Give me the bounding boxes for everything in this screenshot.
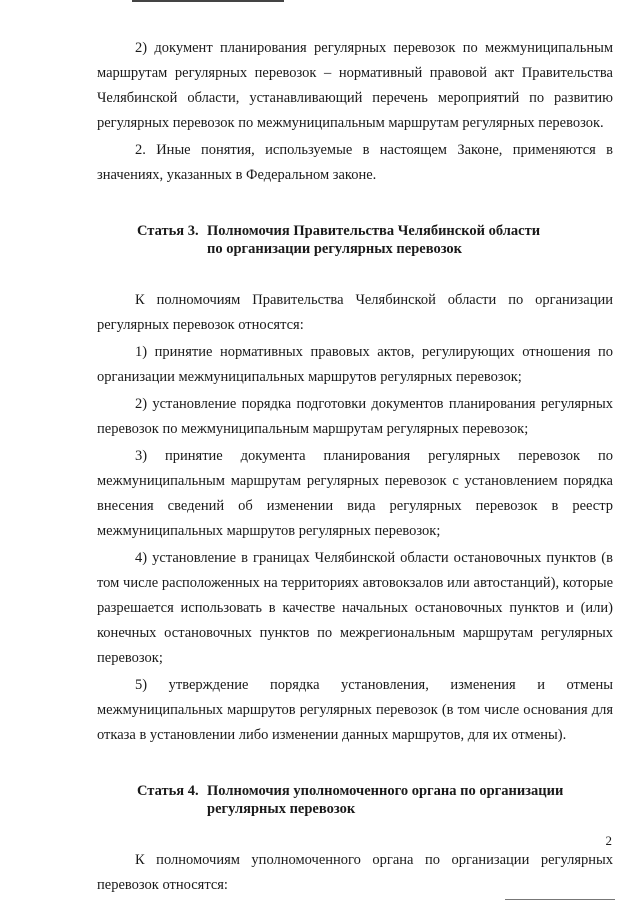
document-body (97, 36, 613, 900)
article-4-intro: К полномочиям уполномоченного органа по организации регулярных перевозок относятся: (97, 852, 613, 893)
paragraph-other-terms: 2. Иные понятия, используемые в настоящем Законе, применяются в значениях, указанных в Федеральном законе. (97, 142, 613, 183)
article-3-intro: К полномочиям Правительства Челябинской области по организации регулярных перевозок относятся: (97, 292, 613, 333)
article-3-item-2: 2) установление порядка подготовки документов планирования регулярных перевозок по межмуниципальным маршрутам регулярных перевозок; (97, 396, 613, 437)
article-4-title (207, 782, 613, 818)
article-3-item-5: 5) утверждение порядка установления, изменения и отмены межмуниципальных маршрутов регулярных перевозок (в том числе основания для отказа в установлении либо изменении данных маршрутов, для их отмены). (97, 677, 613, 743)
top-rule (132, 0, 284, 2)
paragraph-definition-2: 2) документ планирования регулярных перевозок по межмуниципальным маршрутам регулярных перевозок – нормативный правовой акт Правительства Челябинской области, устанавливающий перечень мероприятий по развитию регулярных перевозок по межмуниципальным маршрутам регулярных перевозок. (97, 40, 613, 131)
article-3-item-4: 4) установление в границах Челябинской области остановочных пунктов (в том числе расположенных на территориях автовокзалов или автостанций), которые разрешается использовать в качестве начальных остановочных пунктов и (или) конечных остановочных пунктов по межрегиональным маршрутам регулярных перевозок; (97, 550, 613, 666)
article-4-number: Статья 4. (137, 783, 199, 799)
article-3-item-1: 1) принятие нормативных правовых актов, регулирующих отношения по организации межмуниципальных маршрутов регулярных перевозок; (97, 344, 613, 385)
article-3-item-3: 3) принятие документа планирования регулярных перевозок по межмуниципальным маршрутам регулярных перевозок с установлением порядка внесения сведений об изменении вида регулярных перевозок в реестр межмуниципальных маршрутов регулярных перевозок; (97, 448, 613, 539)
article-3-number: Статья 3. (137, 223, 199, 239)
article-3-title-line2: по организации регулярных перевозок (207, 241, 463, 257)
article-3-title (207, 222, 613, 258)
bottom-rule (505, 899, 615, 900)
article-4-heading (97, 782, 613, 818)
page-number: 2 (605, 833, 612, 848)
article-4-title-line2: регулярных перевозок (207, 801, 356, 817)
article-3-heading (97, 222, 613, 258)
article-3-title-line1: Полномочия Правительства Челябинской области (207, 223, 541, 239)
article-4-title-line1: Полномочия уполномоченного органа по организации (207, 783, 564, 799)
